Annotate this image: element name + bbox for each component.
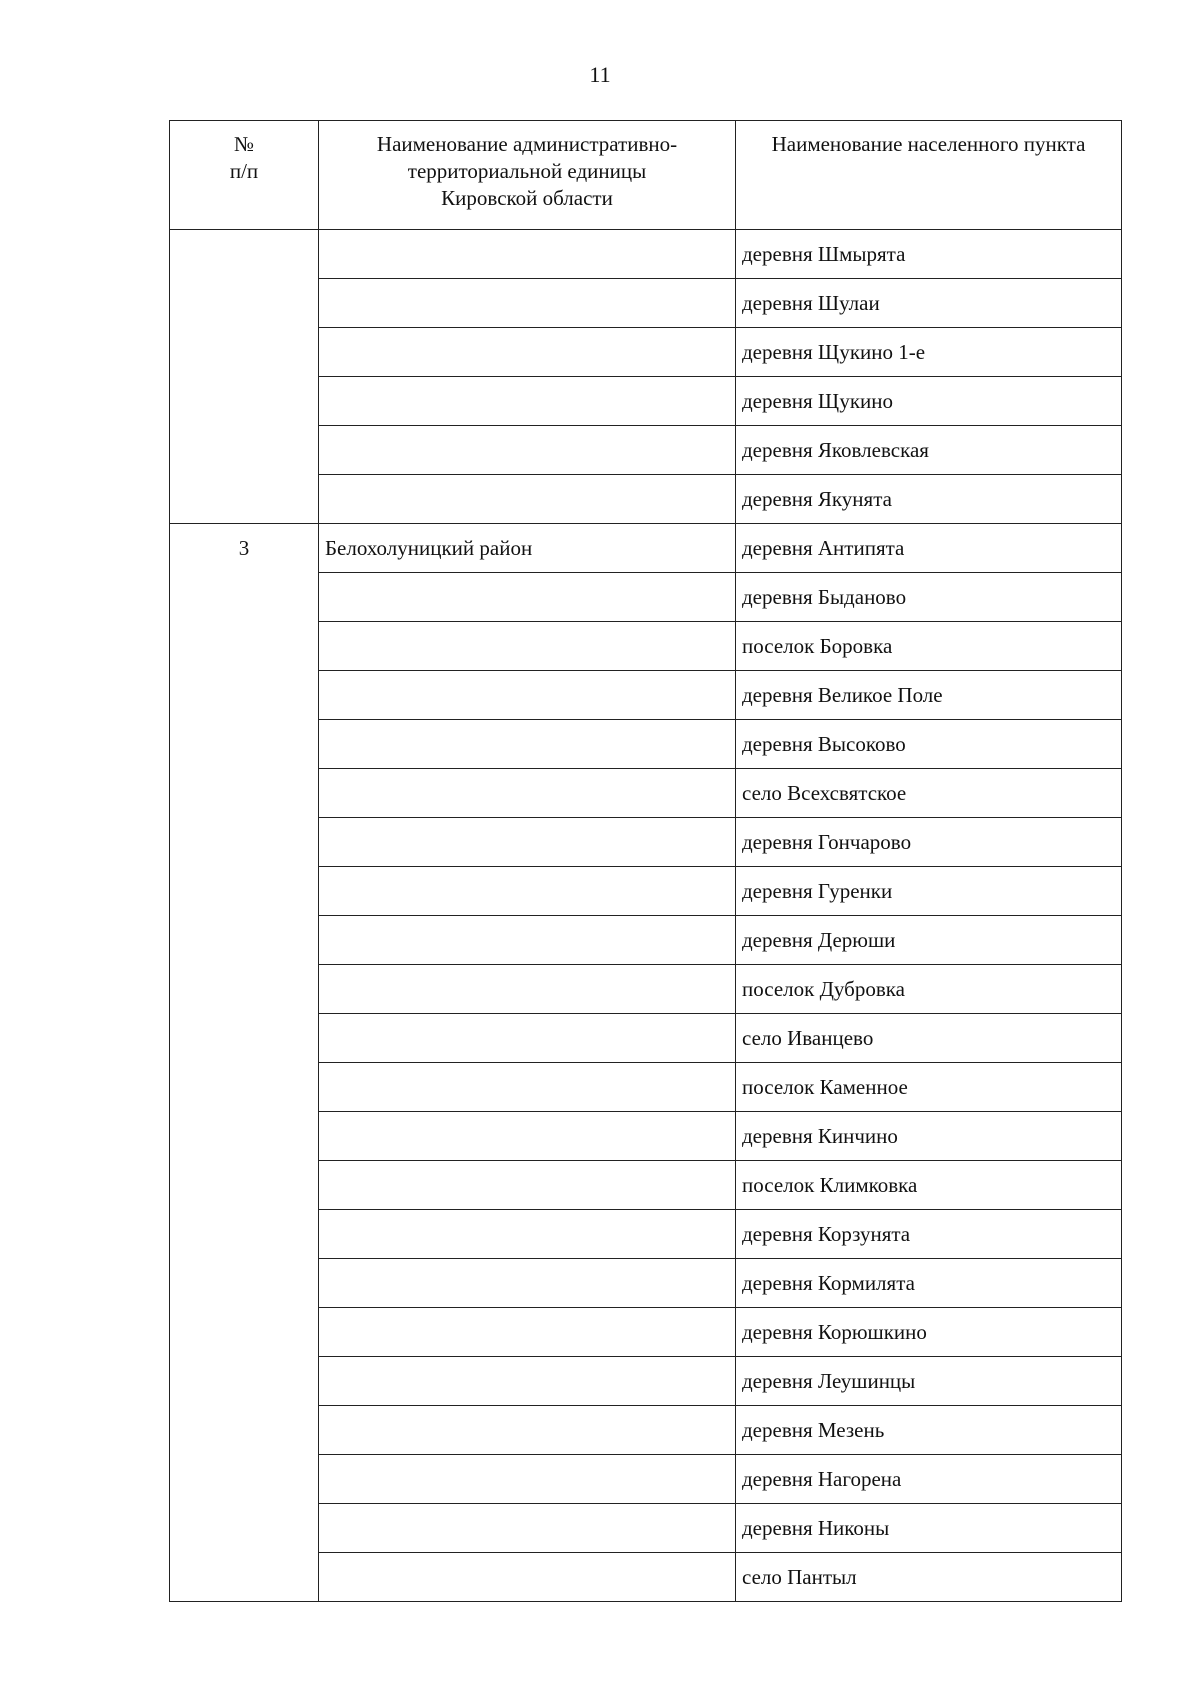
table-row [170,1014,1122,1063]
admin-unit-cell [319,769,736,818]
row-number-cell [170,279,319,328]
row-number-cell [170,867,319,916]
settlement-cell: поселок Дубровка [736,965,1122,1014]
admin-unit-cell: Белохолуницкий район [319,524,736,573]
admin-unit-cell [319,1455,736,1504]
admin-unit-cell [319,1063,736,1112]
row-number-cell [170,1014,319,1063]
row-number-cell [170,1406,319,1455]
settlement-cell: деревня Кормилята [736,1259,1122,1308]
table-row [170,916,1122,965]
settlement-cell: село Всехсвятское [736,769,1122,818]
admin-unit-cell [319,1259,736,1308]
settlement-cell: поселок Климковка [736,1161,1122,1210]
admin-unit-cell [319,1504,736,1553]
table-row [170,1210,1122,1259]
table-row [170,524,1122,573]
table-row [170,1112,1122,1161]
settlement-cell: деревня Дерюши [736,916,1122,965]
settlement-cell: деревня Гуренки [736,867,1122,916]
admin-unit-cell [319,279,736,328]
row-number-cell [170,475,319,524]
settlement-cell: деревня Мезень [736,1406,1122,1455]
row-number-cell [170,1455,319,1504]
row-number-cell [170,1553,319,1602]
settlement-cell: деревня Быданово [736,573,1122,622]
row-number-cell [170,1504,319,1553]
settlement-cell: деревня Щукино 1-е [736,328,1122,377]
admin-unit-cell [319,1210,736,1259]
admin-unit-cell [319,475,736,524]
admin-unit-cell [319,818,736,867]
table-row [170,720,1122,769]
row-number-cell [170,573,319,622]
table-row [170,965,1122,1014]
table-row [170,475,1122,524]
row-number-cell [170,671,319,720]
table-row [170,622,1122,671]
row-number-cell [170,818,319,867]
settlement-cell: деревня Высоково [736,720,1122,769]
table-row [170,818,1122,867]
settlement-cell: деревня Антипята [736,524,1122,573]
admin-unit-cell [319,573,736,622]
row-number-cell [170,1161,319,1210]
admin-unit-cell [319,426,736,475]
settlement-cell: деревня Шмырята [736,230,1122,279]
header-settlement: Наименование населенного пункта [736,121,1122,230]
table-row [170,769,1122,818]
table-row [170,1063,1122,1112]
row-number-cell [170,916,319,965]
settlement-cell: деревня Щукино [736,377,1122,426]
row-number-cell [170,377,319,426]
table-row [170,230,1122,279]
row-number-cell: 3 [170,524,319,573]
admin-unit-cell [319,328,736,377]
settlement-cell: деревня Леушинцы [736,1357,1122,1406]
settlement-cell: деревня Корзунята [736,1210,1122,1259]
settlement-cell: деревня Кинчино [736,1112,1122,1161]
admin-unit-cell [319,671,736,720]
row-number-cell [170,328,319,377]
table-row [170,377,1122,426]
row-number-cell [170,1259,319,1308]
table-body [170,230,1122,1602]
row-number-cell [170,1063,319,1112]
table-row [170,1553,1122,1602]
settlement-cell: деревня Нагорена [736,1455,1122,1504]
settlement-cell: деревня Великое Поле [736,671,1122,720]
table-header-row [170,121,1122,230]
row-number-cell [170,769,319,818]
admin-unit-cell [319,867,736,916]
row-number-cell [170,622,319,671]
row-number-cell [170,1357,319,1406]
table-row [170,328,1122,377]
row-number-cell [170,720,319,769]
row-number-cell [170,965,319,1014]
table-row [170,1308,1122,1357]
table-row [170,573,1122,622]
settlement-cell: деревня Шулаи [736,279,1122,328]
row-number-cell [170,1308,319,1357]
settlement-cell: деревня Яковлевская [736,426,1122,475]
settlement-cell: деревня Гончарово [736,818,1122,867]
table-row [170,1406,1122,1455]
admin-unit-cell [319,1553,736,1602]
table-row [170,671,1122,720]
row-number-cell [170,1112,319,1161]
settlement-cell: поселок Боровка [736,622,1122,671]
admin-unit-cell [319,1308,736,1357]
admin-unit-cell [319,1406,736,1455]
admin-unit-cell [319,720,736,769]
row-number-cell [170,230,319,279]
admin-unit-cell [319,1161,736,1210]
admin-unit-cell [319,965,736,1014]
admin-unit-cell [319,916,736,965]
table-row [170,426,1122,475]
settlement-cell: деревня Никоны [736,1504,1122,1553]
settlements-table [169,120,1122,1602]
table-row [170,1259,1122,1308]
row-number-cell [170,1210,319,1259]
admin-unit-cell [319,1112,736,1161]
settlement-cell: деревня Корюшкино [736,1308,1122,1357]
admin-unit-cell [319,622,736,671]
table-row [170,867,1122,916]
admin-unit-cell [319,377,736,426]
settlement-cell: деревня Якунята [736,475,1122,524]
table-row [170,1504,1122,1553]
table-row [170,1357,1122,1406]
admin-unit-cell [319,230,736,279]
header-admin-unit: Наименование административно- территориальной единицы Кировской области [319,121,736,230]
table-row [170,1161,1122,1210]
page-number: 11 [589,62,611,87]
admin-unit-cell [319,1357,736,1406]
header-number: № п/п [170,121,319,230]
table-row [170,279,1122,328]
settlement-cell: село Иванцево [736,1014,1122,1063]
settlement-cell: поселок Каменное [736,1063,1122,1112]
settlement-cell: село Пантыл [736,1553,1122,1602]
row-number-cell [170,426,319,475]
table-row [170,1455,1122,1504]
admin-unit-cell [319,1014,736,1063]
